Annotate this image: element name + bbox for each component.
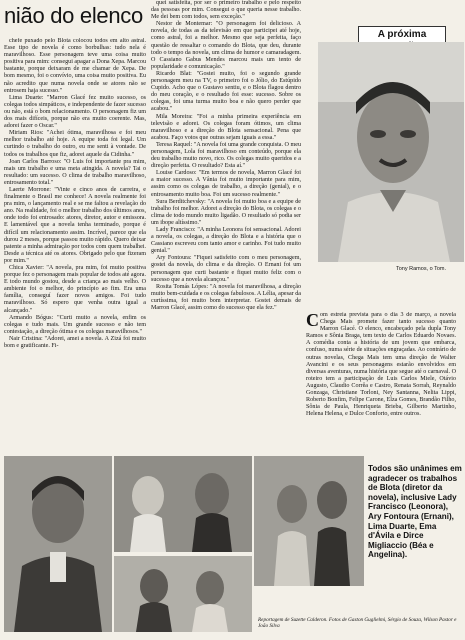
cast-photo-4 (254, 456, 364, 586)
page-headline: nião do elenco (4, 3, 143, 28)
article-column-2 (151, 0, 301, 456)
paragraph: om estreia prevista para o dia 3 de março, a novela Chega Mais promete fazer tanto sucesso quanto Marron Glacé. O elenco, encabeçado pela dupla Tony Ramos e Sônia Braga, tem texto de Carlos Eduardo Novaes. A comédia conta a história de um jovem que embarca, confuso, numa série de situações engraçadas. Ao contrário de outras novelas, Chega Mais tem uma direção de Walter Avancini e os seus personagens estarão envolvidos em diversas aventuras, numa história que segue até o carnaval. O roteiro tem a participação de Luis Carlos Miele, Otávio Augusto, Claudio Corrêa e Castro, Renata Sorrah, Reynaldo Gonzaga, Christiane Torloni, Ney Santanna, Nelita Lippi, Roberto Bonfim, Felipe Carone, Elza Gomes, Brandão Filho, Sônia de Paula, Henriqueta Brieba, Gilberto Martinho, Helena Helena, e Dulce Conforto, entre outros. (306, 312, 456, 418)
paragraph: Ary Fontoura: "Fiquei satisfeito com o meu personagem, gostei da novela, do clima e da direção. O Ernani foi um personagem que curti bastante e fiquei muito feliz com o sucesso que a novela alcançou." (151, 255, 301, 283)
paragraph: Armando Bógus: "Curti muito a novela, enfim os colegas e tudo mais. Um grande sucesso e não tem contestação, a direção ótima e os colegas maravilhosos." (4, 314, 146, 335)
paragraph: Mila Moreira: "Foi a minha primeira experiência em televisão e adorei. Os colegas foram ótimos, um clima maravilhoso e a direção do Blota sensacional. Pena que acabou. Faço votos que outras sejam iguais a essa." (151, 113, 301, 141)
paragraph: Louise Cardoso: "Em termos de novela, Marron Glacé foi a maior sucesso. A Vânia foi muito importante para mim, assim como os colegas de trabalho, a direção (genial), e o entrosamento muito boa. Foi um sucesso realmente." (151, 170, 301, 198)
cast-photo-1 (4, 456, 112, 632)
photo-illustration (114, 456, 252, 552)
cast-photo-3 (114, 556, 252, 632)
paragraph: Lady Francisco: "A minha Leonora foi sensacional. Adorei a novela, os colegas, a direção do Blota e a história que o Cassiano escreveu com tanto amor e carinho. Foi tudo muito genial." (151, 227, 301, 255)
paragraph: Teresa Raquel: "A novela foi uma grande conquista. O meu personagem, Lola foi maravilhoso em conteúdo, porque ela deu trabalho muito novo, rico. Os colegas muito queridos e a direção perfeita. O resultado? Esta aí." (151, 141, 301, 170)
photo-illustration (4, 456, 112, 632)
photo-credits: Reportagem de Suzette Calderon. Fotos de Gaston Guglielmi, Sérgio de Souza, Wilson Pastor e João Silva (258, 617, 457, 630)
photo-illustration (114, 556, 252, 632)
paragraph: Ricardo Blat: "Gostei muito, foi o segundo grande personagem meu na TV, o primeiro foi o Jólio, do Estúpido Cupido. Acho que o Gustavo sentiu, e o Blota flagou dentro do meu coração, e o resultado foi esse: sucesso. Sobre os colegas, foi uma turma muito boa e não quero perder que acabou." (151, 70, 301, 113)
paragraph: Lima Duarte: "Marron Glacé fez muito sucesso, os colegas todos simpáticos, e independente de fazer sucesso ou não, está o bom relacionamento. O personagem fiz um dos mais difíceis, porque não era muito coerente. Mas, adorei fazer o Oscar." (4, 94, 146, 130)
photo-block-caption: Todos são unânimes em agradecer os trabalhos de Blota (diretor da novela), inclusive Lady Francisco (Leonora), Ary Fontoura (Ernani), Lima Duarte, Ema d'Ávila e Dirce Migliaccio (Béa e Angelina). (368, 464, 462, 560)
paragraph: Nair Cristina: "Adorei, amei a novela. A Zizá foi muito bom e gratificante. Fi- (4, 335, 146, 350)
paragraph: Laerte Morrone: "Vinte e cinco anos de carreira, e finalmente o Brasil me conhece! A novela realmente foi pra mim, o lançamento real e se me faltou a revelação do ano. Na realidade, foi o melhor trabalho dos últimos anos, onde todo foi entrosado: atores, diretor, autor e emissora. E lamentável que a novela tenha terminado, porque é difícil um relacionamento assim. Incrível, parece que ela durou 2 meses, porque passou muito rápido. Quero deixar patente a minha admiração por todos com quem trabalhei. Desde a técnica até os atores. Obrigado pelo que fizeram por mim." (4, 186, 146, 264)
paragraph: Sura Berditchevsky: "A novela foi muito boa e a equipe de trabalho foi melhor. Adorei a direção do Blota, os colegas e o clima de todo mundo muito ligadão. O resultado só podia ser um ibope altíssimo." (151, 198, 301, 226)
portrait-illustration (318, 42, 464, 262)
photo-caption: Tony Ramos, o Tom. (396, 266, 447, 272)
article-column-1 (4, 38, 146, 456)
tony-ramos-photo (318, 42, 464, 262)
next-attraction-badge: A próxima (358, 26, 446, 52)
article-column-3 (306, 312, 456, 452)
photo-illustration (254, 456, 364, 586)
paragraph: Chica Xavier: "A novela, pra mim, foi muito positiva porque fez o personagem mais popular de todos até agora. E todo mundo gostou, desde a criança ao mais velho. O ambiente foi o melhor, do princípio ao fim. Era uma família, conseguí fazer novos amigos. Foi tudo maravilhoso. Só espero que venha outra igual a alcançado." (4, 265, 146, 314)
paragraph: Joan Carlos Barroso: "O Luis foi importante pra mim, mais um trabalho e uma meta atingida. A novela? Tai o resultado: um sucesso. O clima de trabalho maravilhoso, entrosamento total." (4, 158, 146, 186)
paragraph: quei satisfeita, por ser o primeiro trabalho e pelo respeito das pessoas por mim. Consegui o que queria nesse trabalho. Me dei bem com todos, sem exceção." (151, 0, 301, 21)
paragraph: Nestor de Montemar: "O personagem foi delicioso. A novela, de todas as da televisão em que participei até hoje, como astral, foi a melhor. Mesmo que seja perfeita, faço questão de ressaltar o comando do Blota, que deu, durante todo o tempo da novela, um clima de humor e camaradagem. O Cassiano Gabus Mendes marcou mais um tento de popularidade e comunicação." (151, 21, 301, 70)
paragraph: chefe puxado pelo Blota colocou todos em alto astral. Esse tipo de novela é como borbulhas: tudo nela é maravilhoso. Esse personagem teve uma coisa muito positiva para mim: consegui apagar a Dona Xepa. Marcou bastante, porque deixaram de me chamar de Xepa. De bom mesmo, foi o convívio, uma coisa muito positiva. Eu não acredito que numa novela onde se atores não se entrosem haja sucesso." (4, 38, 146, 94)
cast-photo-2 (114, 456, 252, 552)
paragraph: Miriam Rios: "Achei ótima, maravilhosa e foi meu melhor trabalho até hoje. A equipe toda foi legal. Um curtindo o trabalho do outro, eu me senti à vontade. De todos os trabalhos que fiz, adorei aquele da Cidinha." (4, 130, 146, 158)
drop-cap: C (306, 312, 319, 330)
paragraph: Rosita Tomás Lópes: "A novela foi maravilhosa, a direção muito bem-cuidada e os colegas fabulosos. A Lélia, apesar da curtíssima, foi muito bom interpretar. Gostei demais de Marron Glacé, assim como do sucesso que ela fez." (151, 283, 301, 312)
